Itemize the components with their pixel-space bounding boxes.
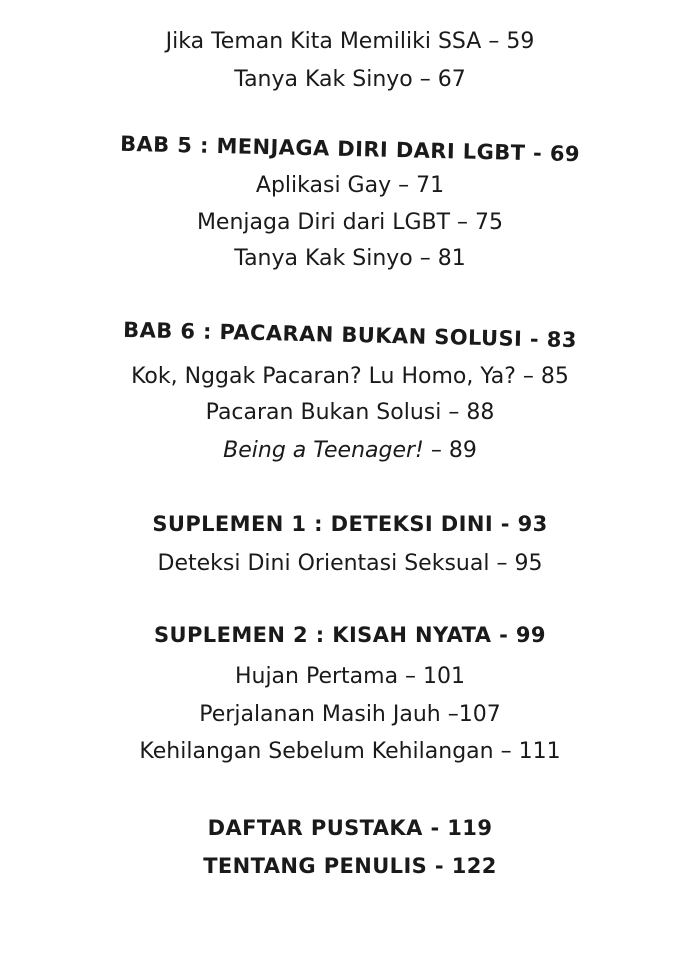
toc-entry-being-a-teenager (0, 440, 700, 462)
heading-daftar-pustaka: DAFTAR PUSTAKA - 119 (207, 816, 493, 840)
toc-entry-tanya-kak-sinyo-67: Tanya Kak Sinyo – 67 (234, 67, 466, 92)
supplement-heading-1: SUPLEMEN 1 : DETEKSI DINI - 93 (152, 512, 548, 536)
chapter-heading-bab-6: BAB 6 : PACARAN BUKAN SOLUSI - 83 (122, 317, 578, 353)
toc-entry-perjalanan: Perjalanan Masih Jauh –107 (199, 702, 501, 727)
chapter-heading-bab-5: BAB 5 : MENJAGA DIRI DARI LGBT - 69 (119, 131, 581, 167)
toc-entry-ssa: Jika Teman Kita Memiliki SSA – 59 (165, 29, 535, 54)
toc-entry-menjaga-diri: Menjaga Diri dari LGBT – 75 (196, 210, 504, 235)
toc-entry-aplikasi-gay: Aplikasi Gay – 71 (255, 173, 445, 198)
supplement-heading-2: SUPLEMEN 2 : KISAH NYATA - 99 (154, 623, 546, 647)
toc-entry-hujan-pertama: Hujan Pertama – 101 (234, 664, 466, 689)
toc-entry-kok-nggak-pacaran: Kok, Nggak Pacaran? Lu Homo, Ya? – 85 (131, 364, 569, 389)
toc-entry-kehilangan: Kehilangan Sebelum Kehilangan – 111 (139, 739, 561, 764)
toc-entry-pacaran-bukan-solusi: Pacaran Bukan Solusi – 88 (205, 400, 495, 425)
toc-entry-italic-title: Being a Teenager! (223, 438, 424, 463)
toc-entry-deteksi-dini: Deteksi Dini Orientasi Seksual – 95 (157, 551, 543, 576)
toc-entry-tanya-kak-sinyo-81: Tanya Kak Sinyo – 81 (234, 246, 466, 271)
toc-entry-page: – 89 (423, 438, 477, 463)
heading-tentang-penulis: TENTANG PENULIS - 122 (203, 854, 497, 878)
